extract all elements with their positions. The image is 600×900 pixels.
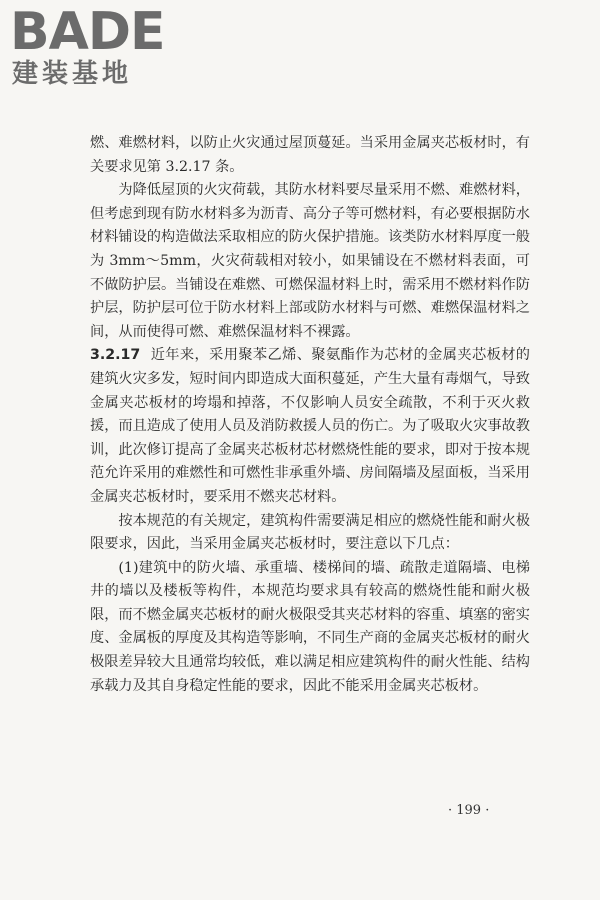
paragraph-3-text: 近年来，采用聚苯乙烯、聚氨酯作为芯材的金属夹芯板材的建筑火灾多发，短时间内即造成大面积蔓延，产生大量有毒烟气，导致金属夹芯板材的垮塌和掉落，不仅影响人员安全疏散，不利于灭火救援，而且造成了使用人员及消防救援人员的伤亡。为了吸取火灾事故教训，此次修订提高了金属夹芯板材芯材燃烧性能的要求，即对于按本规范允许采用的难燃性和可燃性非承重外墙、房间隔墙及屋面板，当采用金属夹芯板材时，要采用不燃夹芯材料。 bbox=[90, 347, 530, 505]
logo-chinese-name: 建装基地 bbox=[12, 59, 133, 89]
section-number: 3.2.17 bbox=[90, 347, 141, 364]
paragraph-5: (1)建筑中的防火墙、承重墙、楼梯间的墙、疏散走道隔墙、电梯井的墙以及楼板等构件，本规范均要求具有较高的燃烧性能和耐火极限，而不燃金属夹芯板材的耐火极限受其夹芯材料的容重、填塞的密实度、金属板的厚度及其构造等影响，不同生产商的金属夹芯板材的耐火极限差异较大且通常均较低，难以满足相应建筑构件的耐火性能、结构承载力及其自身稳定性能的要求，因此不能采用金属夹芯板材。 bbox=[90, 559, 530, 694]
bade-logo bbox=[10, 2, 180, 90]
paragraph-2: 为降低屋顶的火灾荷载，其防水材料要尽量采用不燃、难燃材料，但考虑到现有防水材料多为沥青、高分子等可燃材料，有必要根据防水材料铺设的构造做法采取相应的防火保护措施。该类防水材料厚度一般为 3mm～5mm，火灾荷载相对较小，如果铺设在不燃材料表面，可不做防护层。当铺设在难燃、可燃保温材料上时，需采用不燃材料作防护层，防护层可位于防水材料上部或防水材料与可燃、难燃保温材料之间，从而使得可燃、难燃保温材料不裸露。 bbox=[90, 182, 530, 340]
paragraph-4: 按本规范的有关规定，建筑构件需要满足相应的燃烧性能和耐火极限要求，因此，当采用金属夹芯板材时，要注意以下几点： bbox=[90, 512, 530, 553]
logo-wordmark: BADE bbox=[10, 2, 165, 62]
paragraph-1: 燃、难燃材料，以防止火灾通过屋顶蔓延。当采用金属夹芯板材时，有关要求见第 3.2.17 条。 bbox=[90, 135, 530, 175]
paragraph-3 bbox=[90, 344, 530, 509]
page-number: · 199 · bbox=[448, 803, 490, 818]
page-content bbox=[90, 132, 530, 698]
